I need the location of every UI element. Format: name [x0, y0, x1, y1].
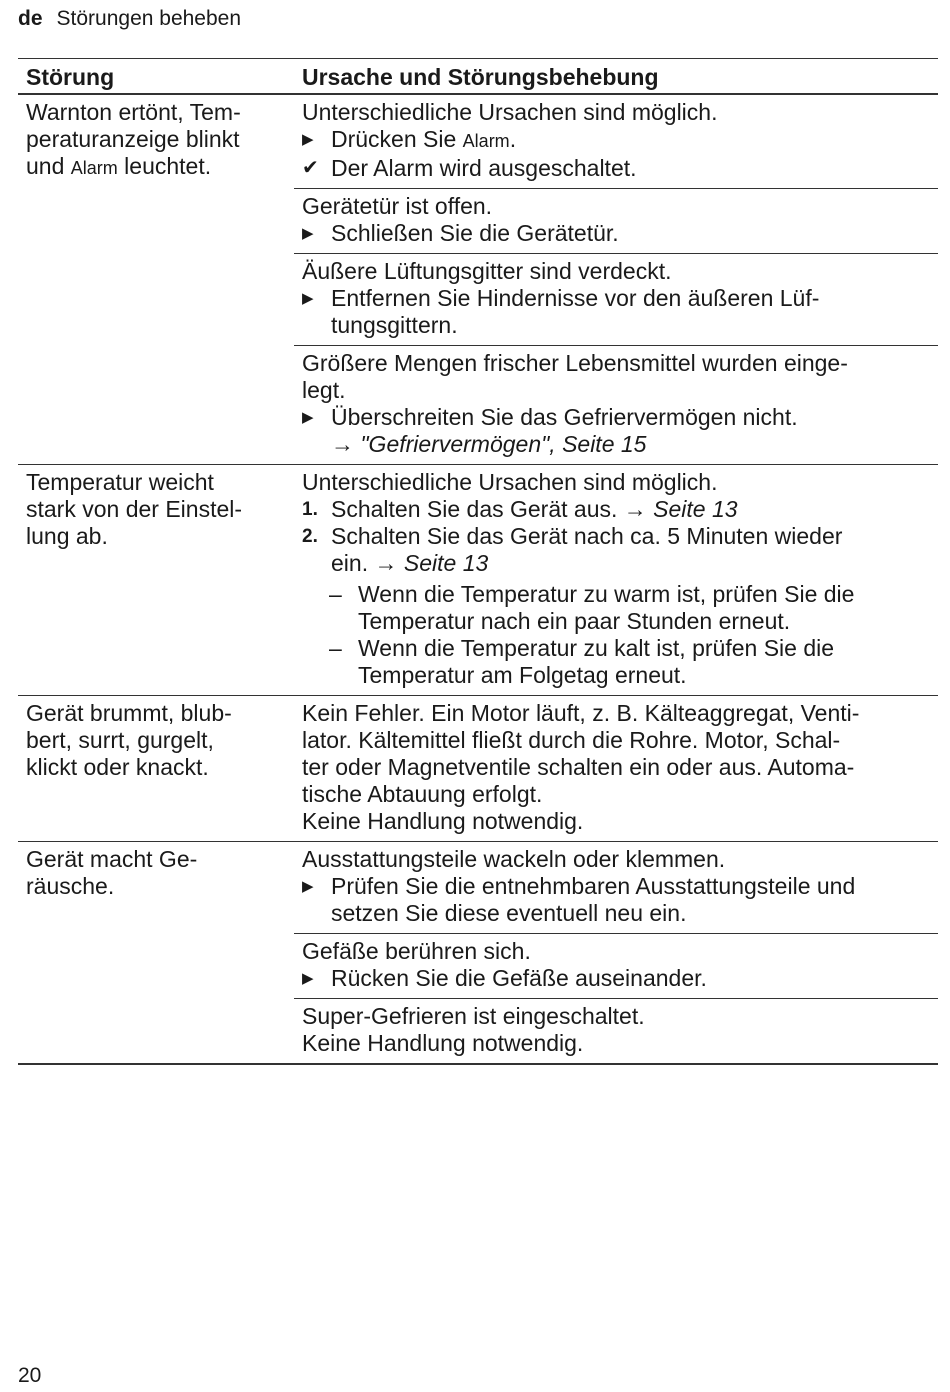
- table-header-row: [18, 58, 938, 94]
- cause-block: Super-Gefrieren ist eingeschaltet. Keine Handlung notwendig.: [294, 998, 938, 1063]
- table-row: [18, 695, 938, 841]
- bullet-icon: ▶: [302, 225, 314, 242]
- cause-block: Gerätetür ist offen. ▶ Schließen Sie die Gerätetür.: [294, 188, 938, 253]
- section-title: Störungen beheben: [56, 7, 242, 30]
- column-header-fault: Störung: [26, 64, 115, 90]
- cross-reference[interactable]: Seite 13: [653, 496, 738, 522]
- fault-cell: Warnton ertönt, Tem- peraturanzeige blinkt und Alarm leuchtet.: [26, 99, 241, 179]
- language-code: de: [18, 7, 43, 30]
- page-number: 20: [18, 1364, 42, 1387]
- dash-icon: –: [329, 581, 342, 607]
- cause-block: Unterschiedliche Ursachen sind möglich. ▶ Drücken Sie Alarm. ✔ Der Alarm wird ausgeschaltet.: [302, 99, 718, 181]
- table-row: [18, 841, 938, 1063]
- bullet-icon: ▶: [302, 970, 314, 987]
- column-header-cause: Ursache und Störungsbehebung: [302, 64, 659, 90]
- fault-cell: Gerät macht Ge- räusche.: [26, 846, 198, 899]
- cause-block: Größere Mengen frischer Lebensmittel wurden einge- legt. ▶ Überschreiten Sie das Gefriervermögen nicht. → "Gefriervermögen", Seite 15: [294, 345, 938, 464]
- cause-cell: [294, 465, 938, 695]
- cause-cell: [294, 95, 938, 464]
- bullet-icon: ▶: [302, 409, 314, 426]
- page-header: [18, 7, 241, 31]
- arrow-icon: →: [374, 550, 398, 576]
- alarm-key-label: Alarm: [462, 131, 510, 151]
- cross-reference[interactable]: Seite 13: [403, 550, 489, 576]
- cause-block: Kein Fehler. Ein Motor läuft, z. B. Kälteaggregat, Venti- lator. Kältemittel fließt durch die Rohre. Motor, Schal- ter oder Magnetventile schalten ein oder aus. Automa- tische Abtauung erfolgt. Keine Handlung notwendig.: [302, 700, 860, 834]
- cross-reference[interactable]: → "Gefriervermögen", Seite 15: [331, 431, 647, 457]
- dash-icon: –: [329, 635, 342, 661]
- fault-cell: Temperatur weicht stark von der Einstel- lung ab.: [26, 469, 243, 549]
- bullet-icon: ▶: [302, 131, 314, 148]
- cause-cell: [294, 696, 938, 841]
- cause-cell: [294, 842, 938, 1063]
- cause-block: Ausstattungsteile wackeln oder klemmen. ▶ Prüfen Sie die entnehmbaren Ausstattungsteile und setzen Sie diese eventuell neu ein.: [302, 846, 856, 926]
- arrow-icon: →: [623, 496, 647, 522]
- table-row: [18, 464, 938, 695]
- check-icon: ✔: [302, 157, 319, 179]
- troubleshooting-table: [18, 58, 938, 1065]
- cause-block: Äußere Lüftungsgitter sind verdeckt. ▶ Entfernen Sie Hindernisse vor den äußeren Lüf- tungsgittern.: [294, 253, 938, 345]
- alarm-key-label: Alarm: [70, 158, 118, 178]
- cause-block: Unterschiedliche Ursachen sind möglich. 1. Schalten Sie das Gerät aus. → Seite 13 2. Schalten Sie das Gerät nach ca. 5 Minuten wieder ein. → Seite 13 – Wenn die Temperatur zu warm ist, prüfen Sie die Temperatur nach ein paar Stunden erneut. – Wenn die Temperatur zu kalt ist, prüfen Sie die Temperatur am Folgetag erneut.: [302, 469, 855, 688]
- fault-cell: Gerät brummt, blub- bert, surrt, gurgelt, klickt oder knackt.: [26, 700, 232, 780]
- table-row: [18, 94, 938, 464]
- bullet-icon: ▶: [302, 290, 314, 307]
- arrow-icon: →: [331, 431, 354, 457]
- bullet-icon: ▶: [302, 878, 314, 895]
- cause-block: Gefäße berühren sich. ▶ Rücken Sie die Gefäße auseinander.: [294, 933, 938, 998]
